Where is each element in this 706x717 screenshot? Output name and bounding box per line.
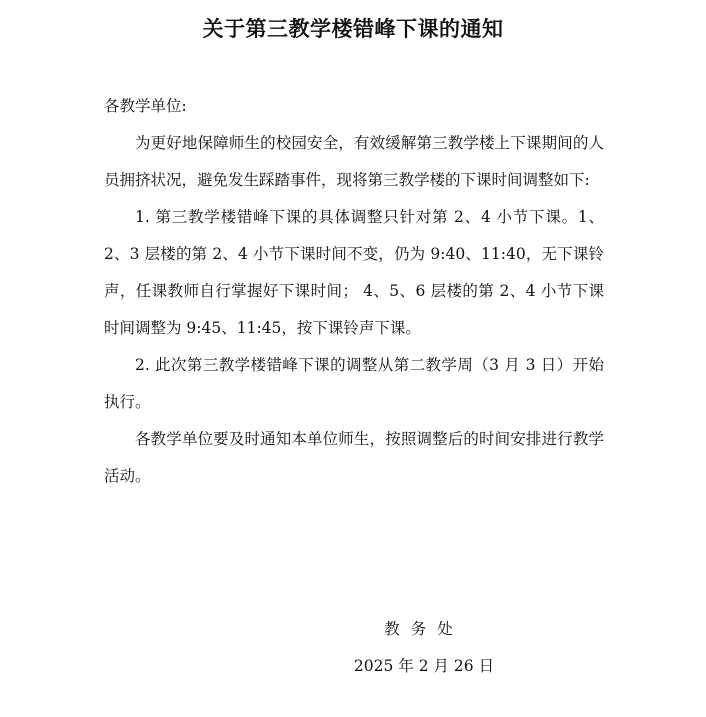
paragraph-item-2: 2. 此次第三教学楼错峰下课的调整从第二教学周（3 月 3 日）开始执行。 (104, 356, 604, 411)
notice-title: 关于第三教学楼错峰下课的通知 (202, 17, 504, 41)
paragraph-intro: 为更好地保障师生的校园安全，有效缓解第三教学楼上下课期间的人员拥挤状况，避免发生踩踏事件，现将第三教学楼的下课时间调整如下: (104, 134, 604, 189)
signature-date: 2025 年 2 月 26 日 (353, 657, 495, 675)
salutation: 各教学单位: (104, 97, 187, 115)
signature-office: 教务处 (384, 620, 464, 638)
notice-body (104, 88, 604, 495)
paragraph-closing: 各教学单位要及时通知本单位师生，按照调整后的时间安排进行教学活动。 (104, 430, 604, 485)
paragraph-item-1: 1. 第三教学楼错峰下课的具体调整只针对第 2、4 小节下课。1、2、3 层楼的第 2、4 小节下课时间不变，仍为 9:40、11:40，无下课铃声，任课教师自行掌握好下课时间； 4、5、6 层楼的第 2、4 小节下课时间调整为 9:45、11:45，按下课铃声下课。 (104, 208, 604, 337)
